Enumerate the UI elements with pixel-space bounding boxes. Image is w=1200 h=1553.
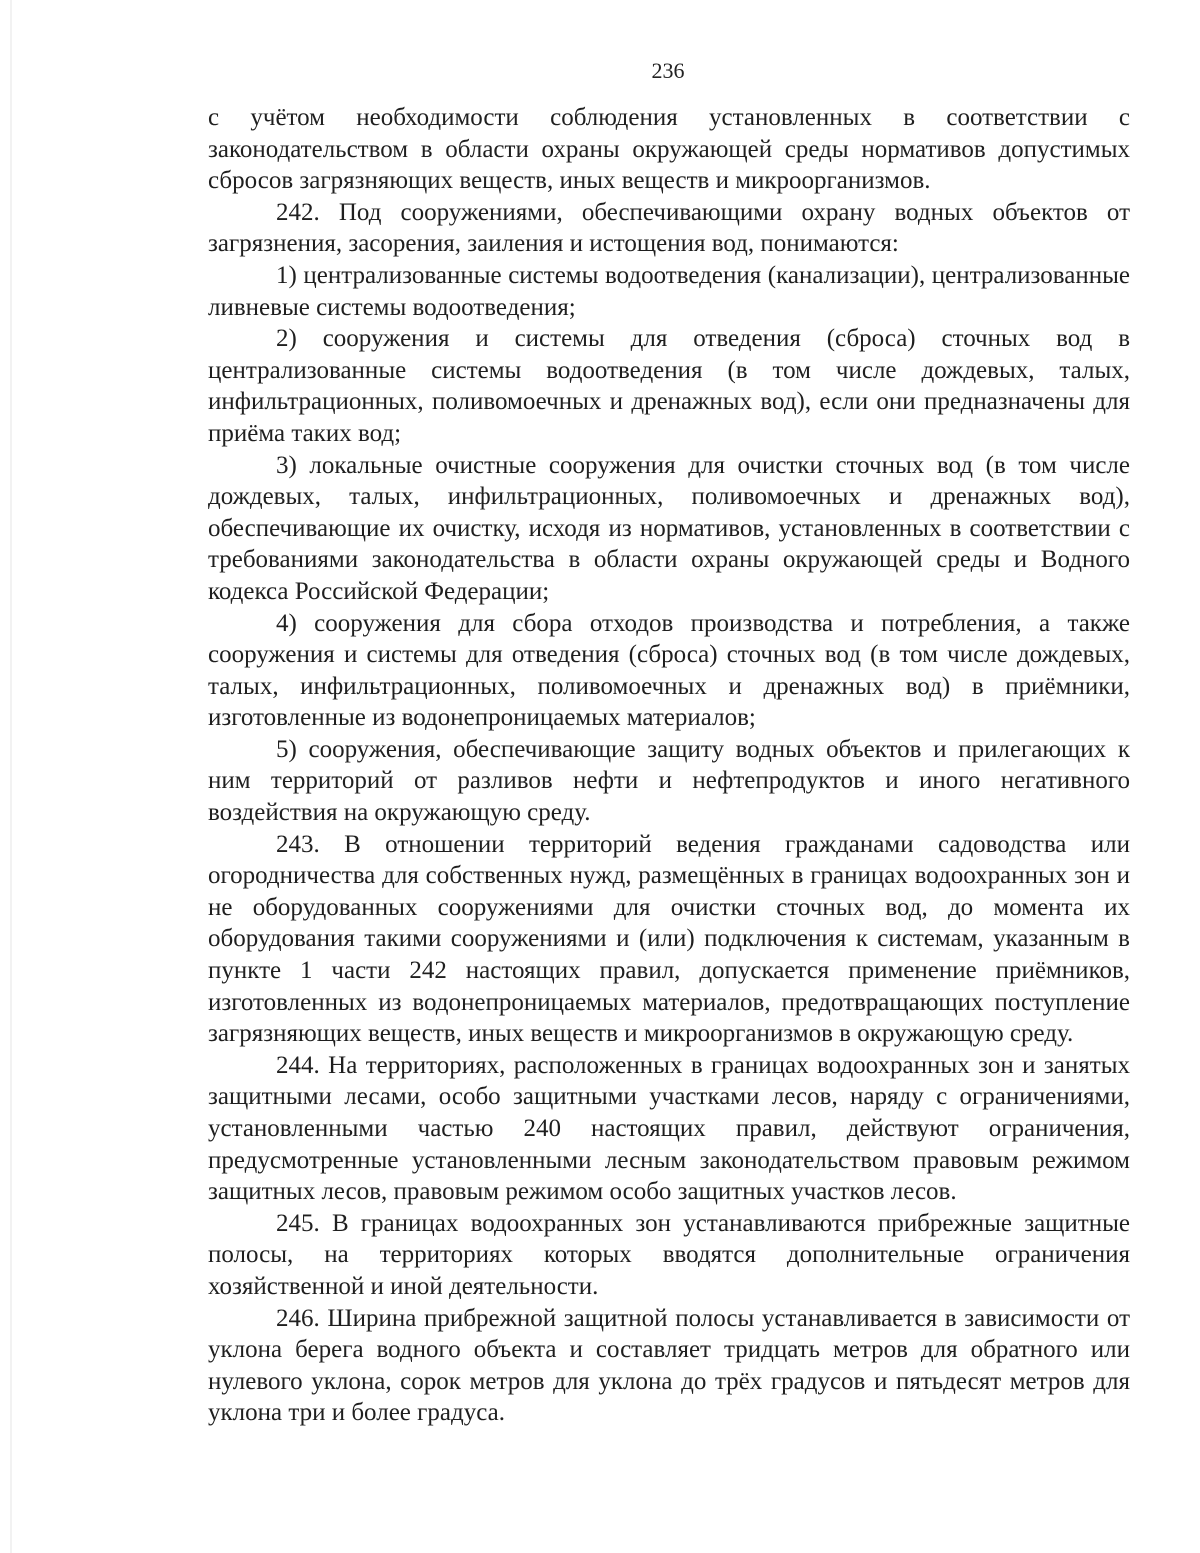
scan-edge-shadow bbox=[10, 0, 12, 1553]
paragraph-continuation: с учётом необходимости соблюдения установленных в соответствии с законодательством в области охраны окружающей среды нормативов допустимых сбросов загрязняющих веществ, иных веществ и микроорганизмов. bbox=[208, 104, 1130, 195]
paragraph-245: 245. В границах водоохранных зон устанавливаются прибрежные защитные полосы, на территориях которых вводятся дополнительные ограничения хозяйственной и иной деятельности. bbox=[208, 1209, 1130, 1300]
paragraph-243: 243. В отношении территорий ведения гражданами садоводства или огородничества для собственных нужд, размещённых в границах водоохранных зон и не оборудованных сооружениями для очистки сточных вод, до момента их оборудования такими сооружениями и (или) подключения к системам, указанным в пункте 1 части 242 настоящих правил, допускается применение приёмников, изготовленных из водонепроницаемых материалов, предотвращающих поступление загрязняющих веществ, иных веществ и микроорганизмов в окружающую среду. bbox=[208, 830, 1130, 1048]
list-item-4: 4) сооружения для сбора отходов производства и потребления, а также сооружения и системы для отведения (сброса) сточных вод (в том числе дождевых, талых, инфильтрационных, поливомоечных и дренажных вод) в приёмники, изготовленные из водонепроницаемых материалов; bbox=[208, 609, 1130, 732]
list-item-1: 1) централизованные системы водоотведения (канализации), централизованные ливневые системы водоотведения; bbox=[208, 261, 1130, 321]
paragraph-242: 242. Под сооружениями, обеспечивающими охрану водных объектов от загрязнения, засорения, заиления и истощения вод, понимаются: bbox=[208, 198, 1130, 258]
list-item-2: 2) сооружения и системы для отведения (сброса) сточных вод в централизованные системы водоотведения (в том числе дождевых, талых, инфильтрационных, поливомоечных и дренажных вод), если они предназначены для приёма таких вод; bbox=[208, 325, 1130, 447]
paragraph-244: 244. На территориях, расположенных в границах водоохранных зон и занятых защитными лесами, особо защитными участками лесов, наряду с ограничениями, установленными частью 240 настоящих правил, действуют ограничения, предусмотренные установленными лесным законодательством правовым режимом защитных лесов, правовым режимом особо защитных участков лесов. bbox=[208, 1051, 1130, 1206]
paragraph-246: 246. Ширина прибрежной защитной полосы устанавливается в зависимости от уклона берега водного объекта и составляет тридцать метров для обратного или нулевого уклона, сорок метров для уклона до трёх градусов и пятьдесят метров для уклона три и более градуса. bbox=[208, 1304, 1130, 1427]
list-item-3: 3) локальные очистные сооружения для очистки сточных вод (в том числе дождевых, талых, инфильтрационных, поливомоечных и дренажных вод), обеспечивающие их очистку, исходя из нормативов, установленных в соответствии с требованиями законодательства в области охраны окружающей среды и Водного кодекса Российской Федерации; bbox=[208, 451, 1130, 605]
list-item-5: 5) сооружения, обеспечивающие защиту водных объектов и прилегающих к ним территорий от разливов нефти и нефтепродуктов и иного негативного воздействия на окружающую среду. bbox=[208, 735, 1130, 827]
body-text bbox=[208, 102, 1130, 1429]
page-number: 236 bbox=[651, 58, 685, 83]
